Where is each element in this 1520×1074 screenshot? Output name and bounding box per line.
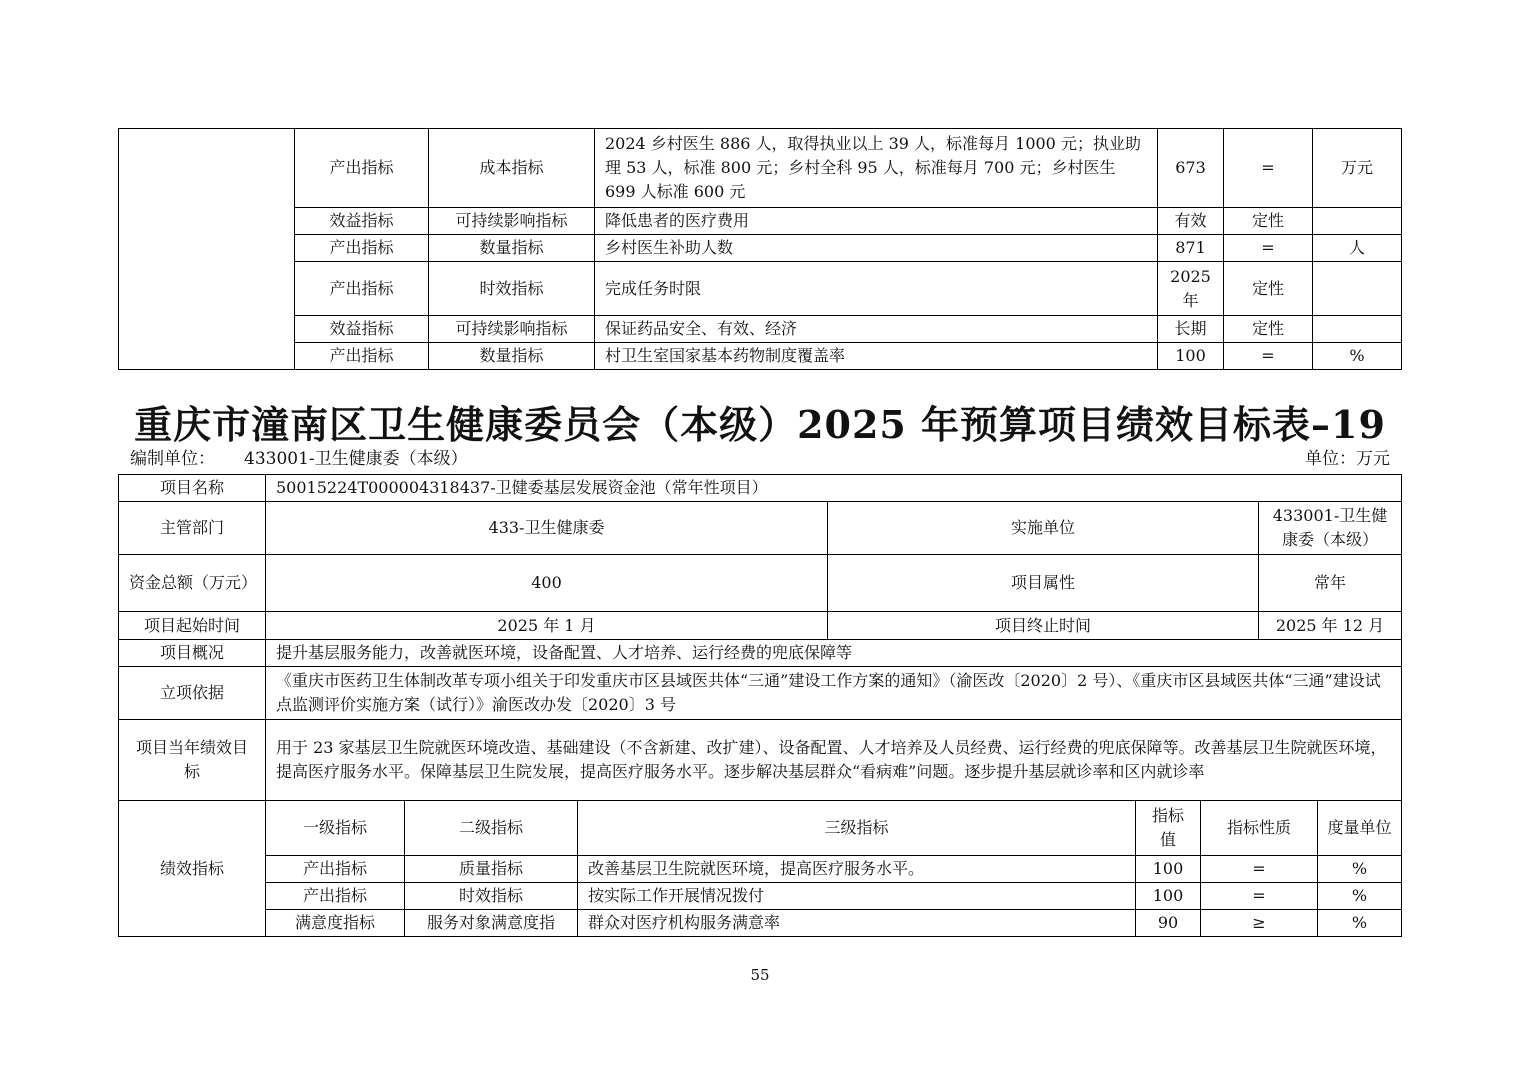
org-value: 433001-卫生健康委（本级） [244,449,468,469]
table-row [119,555,1402,612]
unit-cell: % [1318,856,1402,883]
impl-label: 实施单位 [828,502,1259,555]
level3-cell: 改善基层卫生院就医环境，提高医疗服务水平。 [578,856,1136,883]
value-cell: 871 [1158,235,1224,262]
level1-cell: 满意度指标 [266,910,405,937]
table-row [119,343,1402,370]
table-row [119,235,1402,262]
attr-label: 项目属性 [828,555,1259,612]
performance-indicator-table [118,800,1402,937]
table-row [119,640,1402,667]
level1-cell: 产出指标 [295,235,429,262]
level2-cell: 时效指标 [405,883,578,910]
project-name-value: 50015224T000004318437-卫健委基层发展资金池（常年性项目） [266,475,1402,502]
fund-value: 400 [266,555,828,612]
indicator-section-label: 绩效指标 [119,801,266,937]
level3-cell: 群众对医疗机构服务满意率 [578,910,1136,937]
level2-cell: 时效指标 [429,262,595,316]
level2-cell: 数量指标 [429,235,595,262]
level1-cell: 产出指标 [266,856,405,883]
overview-value: 提升基层服务能力，改善就医环境，设备配置、人才培养、运行经费的兜底保障等 [266,640,1402,667]
value-cell: 673 [1158,129,1224,208]
unit-cell: % [1313,343,1402,370]
start-value: 2025 年 1 月 [266,612,828,640]
header-level2: 二级指标 [405,801,578,856]
dept-label: 主管部门 [119,502,266,555]
end-value: 2025 年 12 月 [1259,612,1402,640]
end-label: 项目终止时间 [828,612,1259,640]
table-row [119,612,1402,640]
header-value: 指标值 [1136,801,1201,856]
level1-cell: 产出指标 [266,883,405,910]
unit-note: 单位：万元 [1305,449,1390,469]
header-level3: 三级指标 [578,801,1136,856]
nature-cell: = [1201,856,1318,883]
basis-label: 立项依据 [119,667,266,720]
nature-cell: = [1201,883,1318,910]
level2-cell: 可持续影响指标 [429,208,595,235]
table-row [119,316,1402,343]
page-title: 重庆市潼南区卫生健康委员会（本级）2025 年预算项目绩效目标表–19 [134,402,1386,447]
header-nature: 指标性质 [1201,801,1318,856]
previous-indicator-table [118,128,1402,370]
table-row [119,883,1402,910]
value-cell: 有效 [1158,208,1224,235]
level1-cell: 产出指标 [295,262,429,316]
nature-cell: 定性 [1224,316,1313,343]
level2-cell: 质量指标 [405,856,578,883]
table-row [119,475,1402,502]
table-row [119,208,1402,235]
start-label: 项目起始时间 [119,612,266,640]
goal-label: 项目当年绩效目标 [119,720,266,801]
header-level1: 一级指标 [266,801,405,856]
dept-value: 433-卫生健康委 [266,502,828,555]
unit-cell [1313,316,1402,343]
project-name-label: 项目名称 [119,475,266,502]
level2-cell: 服务对象满意度指 [405,910,578,937]
nature-cell: 定性 [1224,208,1313,235]
table-row [119,856,1402,883]
unit-cell: % [1318,910,1402,937]
level1-cell: 效益指标 [295,316,429,343]
level2-cell: 数量指标 [429,343,595,370]
attr-value: 常年 [1259,555,1402,612]
level3-cell: 村卫生室国家基本药物制度覆盖率 [595,343,1158,370]
nature-cell: = [1224,129,1313,208]
fund-label: 资金总额（万元） [119,555,266,612]
table-row [119,129,1402,208]
level3-cell: 完成任务时限 [595,262,1158,316]
basis-value: 《重庆市医药卫生体制改革专项小组关于印发重庆市区县域医共体“三通”建设工作方案的通知》（渝医改〔2020〕2 号）、《重庆市区县域医共体“三通”建设试点监测评价实施方案（试行）》渝医改办发〔2020〕3 号 [266,667,1402,720]
level1-cell: 产出指标 [295,343,429,370]
value-cell: 100 [1158,343,1224,370]
value-cell: 90 [1136,910,1201,937]
table-row [119,720,1402,801]
nature-cell: 定性 [1224,262,1313,316]
goal-value: 用于 23 家基层卫生院就医环境改造、基础建设（不含新建、改扩建）、设备配置、人才培养及人员经费、运行经费的兜底保障等。改善基层卫生院就医环境，提高医疗服务水平。保障基层卫生院发展，提高医疗服务水平。逐步解决基层群众“看病难”问题。逐步提升基层就诊率和区内就诊率 [266,720,1402,801]
nature-cell: = [1224,235,1313,262]
nature-cell: ≥ [1201,910,1318,937]
table-row [119,262,1402,316]
level3-cell: 乡村医生补助人数 [595,235,1158,262]
value-cell: 100 [1136,856,1201,883]
table-row [119,667,1402,720]
value-cell: 长期 [1158,316,1224,343]
org-label: 编制单位： [130,449,215,469]
empty-section-cell [119,129,295,370]
level2-cell: 可持续影响指标 [429,316,595,343]
unit-cell: 万元 [1313,129,1402,208]
level3-cell: 按实际工作开展情况拨付 [578,883,1136,910]
page-number: 55 [750,966,770,984]
level3-cell: 保证药品安全、有效、经济 [595,316,1158,343]
level1-cell: 效益指标 [295,208,429,235]
nature-cell: = [1224,343,1313,370]
unit-cell [1313,208,1402,235]
level3-cell: 降低患者的医疗费用 [595,208,1158,235]
overview-label: 项目概况 [119,640,266,667]
value-cell: 2025 年 [1158,262,1224,316]
level2-cell: 成本指标 [429,129,595,208]
impl-value: 433001-卫生健康委（本级） [1259,502,1402,555]
table-row [119,910,1402,937]
level1-cell: 产出指标 [295,129,429,208]
value-cell: 100 [1136,883,1201,910]
unit-cell: 人 [1313,235,1402,262]
table-row [119,502,1402,555]
table-header-row [119,801,1402,856]
project-info-table [118,474,1402,801]
header-unit: 度量单位 [1318,801,1402,856]
unit-cell [1313,262,1402,316]
level3-cell: 2024 乡村医生 886 人，取得执业以上 39 人，标准每月 1000 元；执业助理 53 人，标准 800 元；乡村全科 95 人，标准每月 700 元；乡村医生 699 人标准 600 元 [595,129,1158,208]
unit-cell: % [1318,883,1402,910]
